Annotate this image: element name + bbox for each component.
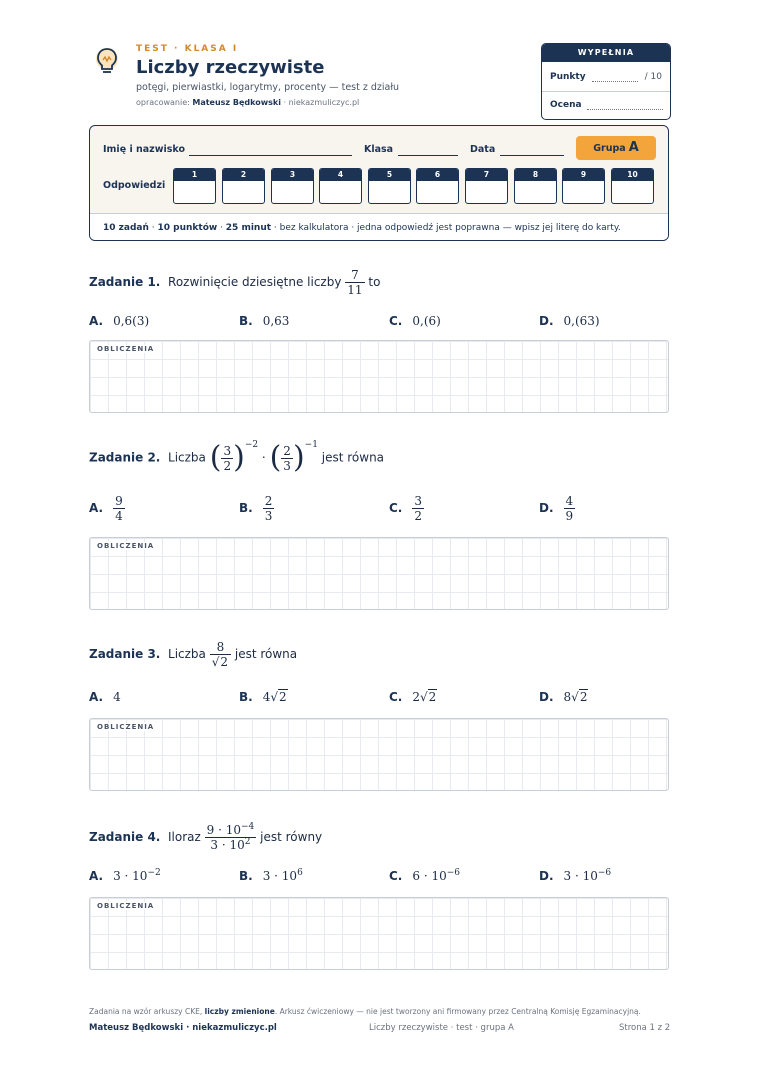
task-3-lead: Zadanie 3. — [89, 647, 161, 661]
task-1-prompt — [89, 268, 380, 297]
kicker: TEST · KLASA I — [136, 44, 239, 54]
author-prefix: opracowanie: — [136, 98, 190, 107]
lightbulb-icon — [90, 44, 124, 78]
option-value: 3 · 10 — [563, 869, 598, 883]
option-letter: D. — [539, 501, 554, 515]
group-badge — [576, 136, 656, 160]
answer-number: 8 — [515, 169, 556, 181]
info-tasks: 10 zadań — [103, 223, 149, 233]
student-card — [89, 125, 669, 241]
dot-operator: · — [261, 450, 266, 465]
numerator: 8 — [216, 640, 225, 654]
numerator: 2 — [283, 443, 291, 458]
exponent: −6 — [446, 868, 461, 878]
points-label: Punkty — [550, 72, 586, 82]
denominator: 2 — [414, 509, 423, 523]
option-value: 8 — [563, 690, 572, 704]
exponent: 2 — [244, 837, 251, 847]
answer-box[interactable] — [514, 168, 557, 204]
teacher-box-title: WYPEŁNIA NAUCZYCIEL — [542, 44, 670, 62]
page-number: Strona 1 z 2 — [619, 1023, 671, 1033]
answers-label: Odpowiedzi — [103, 180, 166, 191]
answer-box[interactable] — [562, 168, 605, 204]
denominator: 2 — [223, 458, 232, 473]
task-3-fraction: $\frac{8}{√2}$ — [210, 640, 231, 669]
author-line — [136, 98, 359, 107]
option-letter: A. — [89, 690, 104, 704]
page-title: Liczby rzeczywiste — [136, 57, 325, 78]
task-3-prompt — [89, 640, 297, 669]
exponent: −4 — [241, 822, 255, 832]
denominator: 4 — [115, 509, 123, 523]
task-1-work-area[interactable] — [89, 340, 669, 413]
task-1-option-a — [89, 314, 149, 328]
group-value: A — [628, 140, 639, 155]
answer-number: 4 — [320, 169, 361, 181]
task-3-work-area[interactable] — [89, 718, 669, 791]
numerator: 9 — [115, 494, 123, 508]
option-letter: B. — [239, 501, 253, 515]
answer-number: 6 — [417, 169, 458, 181]
task-3-text-after: jest równa — [234, 647, 298, 661]
answer-box[interactable] — [173, 168, 216, 204]
task-2-work-area[interactable] — [89, 537, 669, 610]
numerator: 3 — [414, 494, 423, 508]
answer-box[interactable] — [222, 168, 265, 204]
option-value: 6 · 10 — [412, 869, 447, 883]
info-points: 10 punktów — [157, 223, 218, 233]
answer-box[interactable] — [611, 168, 654, 204]
exponent: −2 — [147, 868, 161, 878]
option-letter: B. — [239, 314, 253, 328]
radicand: 2 — [579, 690, 588, 704]
date-label: Data — [470, 144, 496, 155]
disclaimer-text: Zadania na wzór arkuszy CKE, — [89, 1007, 203, 1016]
exponent: 6 — [297, 868, 303, 878]
answer-number: 7 — [466, 169, 507, 181]
subtitle: potęgi, pierwiastki, logarytmy, procenty — test z działu — [136, 82, 400, 93]
task-2-option-b — [239, 494, 274, 523]
points-row — [550, 72, 662, 82]
numerator: 3 — [223, 443, 232, 458]
answer-number: 9 — [563, 169, 604, 181]
denominator: 3 — [264, 509, 273, 523]
option-letter: A. — [89, 501, 104, 515]
class-field[interactable] — [398, 155, 458, 156]
numerator: 4 — [565, 494, 574, 508]
option-value: 0,(6) — [412, 314, 441, 328]
numerator: 2 — [264, 494, 273, 508]
teacher-box — [541, 43, 671, 120]
grade-label: Ocena — [550, 100, 582, 110]
option-letter: B. — [239, 869, 253, 883]
disclaimer-text-rest: . Arkusz ćwiczeniowy — nie jest tworzony ani firmowany przez Centralną Komisję Egzaminacyjną. — [274, 1007, 641, 1016]
radicand: 2 — [428, 690, 437, 704]
option-value: 0,6(3) — [113, 314, 150, 328]
points-field[interactable] — [592, 81, 638, 82]
calc-label: OBLICZENIA — [97, 345, 155, 353]
task-4-text: Iloraz — [168, 830, 201, 844]
denominator: 9 — [565, 509, 574, 523]
answer-box[interactable] — [465, 168, 508, 204]
task-1-option-c — [389, 314, 441, 328]
option-letter: C. — [389, 314, 403, 328]
task-4-option-b — [239, 869, 303, 883]
calc-label: OBLICZENIA — [97, 723, 155, 731]
option-value: 2 — [412, 690, 421, 704]
task-2-text: Liczba — [168, 450, 206, 465]
task-2-option-a — [89, 494, 125, 523]
denominator: 3 — [283, 458, 291, 473]
task-4-option-c — [389, 869, 460, 883]
task-1-option-d — [539, 314, 600, 328]
task-4-fraction — [205, 823, 257, 852]
task-4-option-a — [89, 869, 161, 883]
calc-label: OBLICZENIA — [97, 902, 155, 910]
info-minutes: 25 minut — [225, 223, 272, 233]
option-letter: D. — [539, 690, 554, 704]
task-2-prompt: Zadanie 2. Liczba ( $\frac{3}{2}$ )$^{-2}$ · ( $\frac{2}{3}$ )$^{-1}$ jest równa — [89, 439, 385, 475]
answer-box[interactable] — [271, 168, 314, 204]
answer-number: 3 — [272, 169, 313, 181]
footer-brand: Mateusz Będkowski · niekazmuliczyc.pl — [89, 1023, 277, 1033]
answer-box[interactable] — [416, 168, 459, 204]
divider — [542, 91, 670, 92]
test-info: 10 zadań · 10 punktów · 25 minut · bez kalkulatora · jedna odpowiedź jest poprawna — wpisz jej literę do karty. — [90, 213, 668, 241]
option-value: 0,63 — [262, 314, 290, 328]
task-2-option-d — [539, 494, 575, 523]
task-4-lead: Zadanie 4. — [89, 830, 161, 844]
exponent: −1 — [304, 439, 318, 450]
task-4-work-area[interactable] — [89, 897, 669, 970]
answer-box[interactable] — [319, 168, 362, 204]
answer-number: 10 — [612, 169, 653, 181]
author-site: · niekazmuliczyc.pl — [283, 98, 360, 107]
option-letter: B. — [239, 690, 253, 704]
denominator: 11 — [347, 283, 363, 297]
radicand: 2 — [279, 690, 287, 704]
answer-box[interactable] — [368, 168, 411, 204]
task-3-option-a — [89, 690, 121, 704]
task-1-option-b — [239, 314, 289, 328]
group-label: Grupa — [593, 143, 626, 154]
exponent: −2 — [244, 439, 259, 450]
name-field[interactable] — [189, 155, 352, 156]
answer-number: 2 — [223, 169, 264, 181]
task-1-text: Rozwinięcie dziesiętne liczby — [168, 275, 342, 289]
grade-row — [550, 100, 662, 110]
disclaimer — [89, 1007, 641, 1016]
task-4-text-after: jest równy — [260, 830, 323, 844]
denominator: 3 · 10 — [210, 838, 245, 852]
option-letter: C. — [389, 501, 403, 515]
exponent: −6 — [597, 868, 612, 878]
radicand: 2 — [220, 655, 229, 669]
option-value: 3 · 10 — [262, 869, 298, 883]
option-value: 3 · 10 — [113, 869, 148, 883]
name-label: Imię i nazwisko — [103, 144, 185, 155]
option-letter: C. — [389, 690, 403, 704]
task-3-option-b: B. 4√2 — [239, 690, 287, 704]
option-value: 4 — [262, 690, 271, 704]
numerator: 7 — [351, 268, 359, 282]
footer-doc: Liczby rzeczywiste · test · grupa A — [369, 1023, 514, 1033]
task-2-fraction-1 — [221, 444, 233, 473]
task-1-fraction — [345, 268, 364, 297]
option-letter: C. — [389, 869, 403, 883]
option-letter: D. — [539, 314, 554, 328]
option-letter: A. — [89, 869, 104, 883]
task-1-text-after: to — [368, 275, 381, 289]
option-letter: A. — [89, 314, 104, 328]
task-2-fraction-2 — [281, 444, 293, 473]
disclaimer-emphasis: liczby zmienione — [204, 1007, 275, 1016]
task-2-text-after: jest równa — [321, 450, 385, 465]
option-letter: D. — [539, 869, 554, 883]
task-4-option-d — [539, 869, 611, 883]
info-rest: · bez kalkulatora · jedna odpowiedź jest poprawna — wpisz jej literę do karty. — [273, 223, 621, 233]
task-3-option-d: D. 8√2 — [539, 690, 588, 704]
answer-number: 5 — [369, 169, 410, 181]
task-3-option-c: C. 2√2 — [389, 690, 437, 704]
points-max: / 10 — [644, 72, 662, 82]
answer-number: 1 — [174, 169, 215, 181]
date-field[interactable] — [500, 155, 564, 156]
task-2-option-c — [389, 494, 424, 523]
class-label: Klasa — [364, 144, 394, 155]
task-4-prompt — [89, 823, 322, 852]
calc-label: OBLICZENIA — [97, 542, 155, 550]
option-value: 4 — [113, 690, 121, 704]
task-3-text: Liczba — [168, 647, 206, 661]
task-2-lead: Zadanie 2. — [89, 450, 161, 465]
author-name: Mateusz Będkowski — [192, 98, 281, 107]
task-1-lead: Zadanie 1. — [89, 275, 161, 289]
grade-field[interactable] — [587, 109, 663, 110]
option-value: 0,(63) — [563, 314, 600, 328]
numerator: 9 · 10 — [206, 823, 242, 837]
